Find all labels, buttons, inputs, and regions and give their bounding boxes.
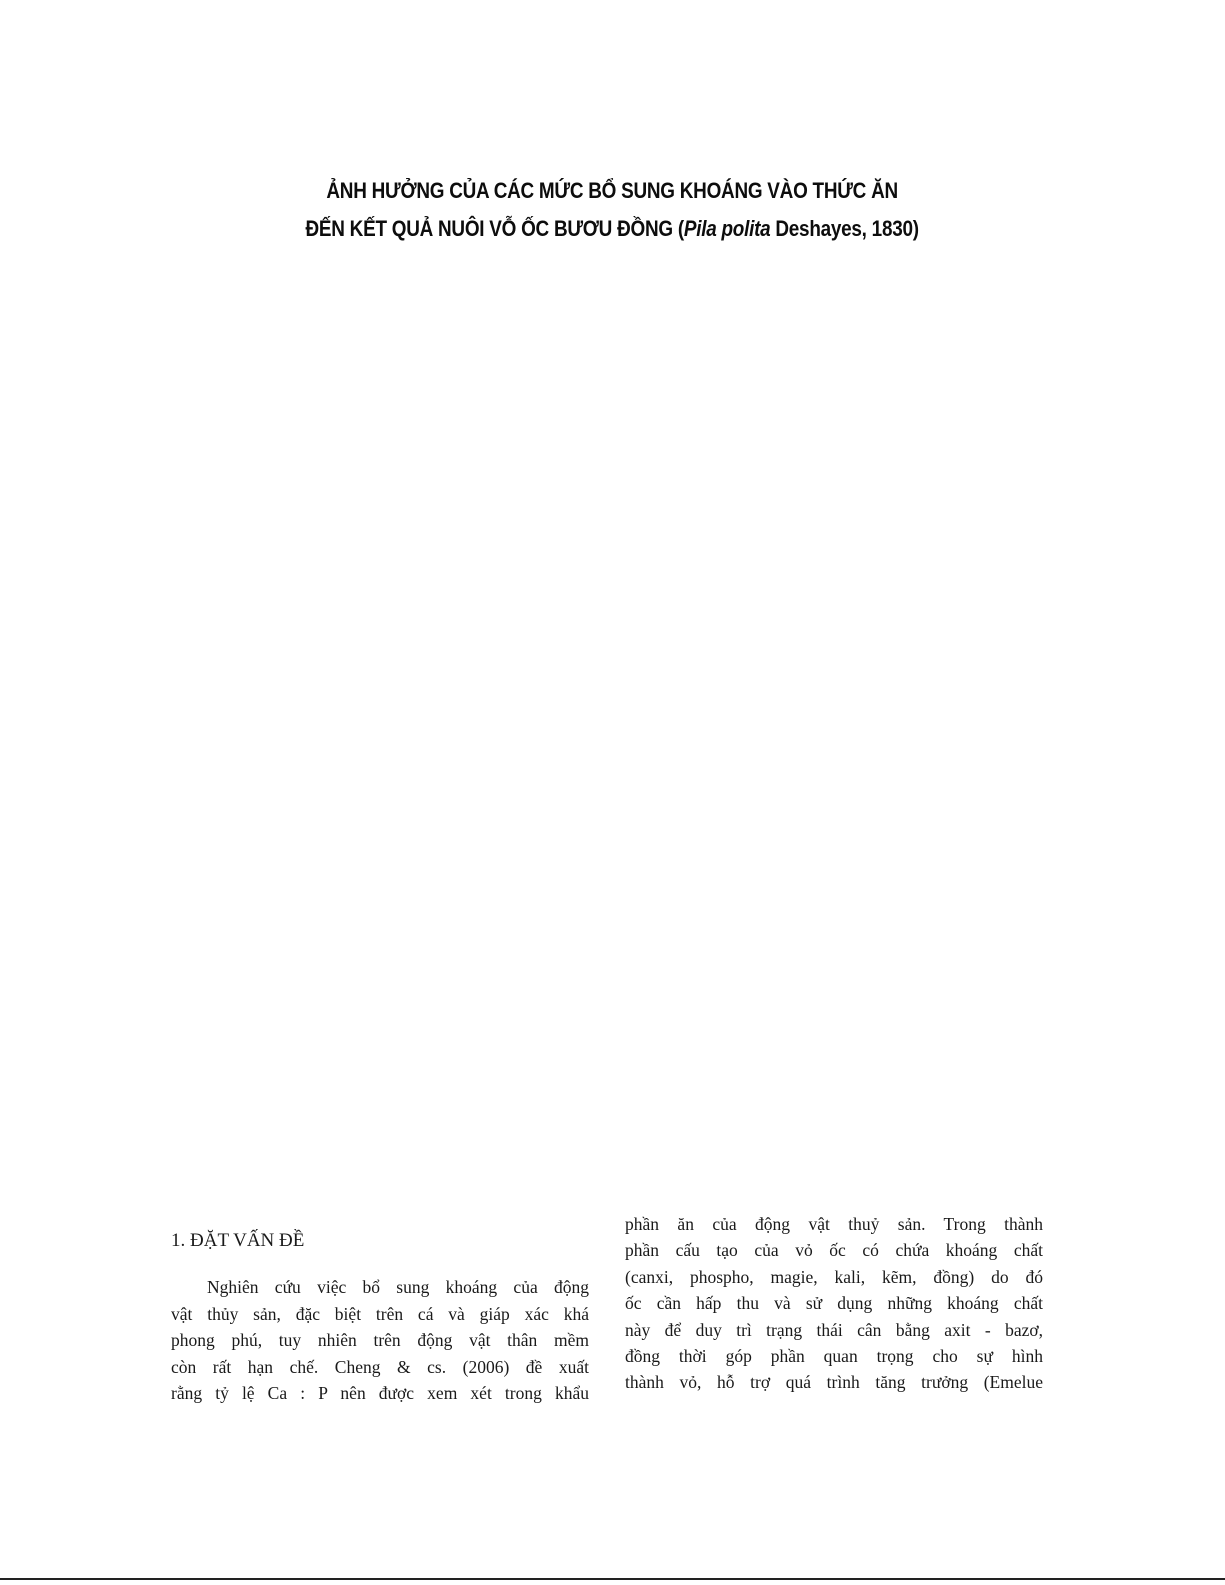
body-line: này để duy trì trạng thái cân bằng axit - bazơ,	[625, 1319, 1043, 1340]
body-line: Nghiên cứu việc bổ sung khoáng của động	[207, 1277, 589, 1298]
body-line: rằng tỷ lệ Ca : P nên được xem xét trong khẩu	[171, 1382, 589, 1403]
species-name: Pila polita	[683, 216, 771, 241]
title-line-2	[85, 210, 1139, 248]
body-line: vật thủy sản, đặc biệt trên cá và giáp xác khá	[171, 1303, 589, 1324]
section-heading: 1. ĐẶT VẤN ĐỀ	[171, 1230, 305, 1251]
body-line: thành vỏ, hỗ trợ quá trình tăng trưởng (Emelue	[625, 1372, 1043, 1393]
paper-title	[85, 172, 1139, 248]
title-line-2-suffix: Deshayes, 1830)	[770, 216, 919, 241]
body-line: (canxi, phospho, magie, kali, kẽm, đồng) do đó	[625, 1266, 1043, 1287]
body-line: phần ăn của động vật thuỷ sản. Trong thành	[625, 1214, 1043, 1234]
body-line: phần cấu tạo của vỏ ốc có chứa khoáng chất	[625, 1240, 1043, 1261]
title-line-1: ẢNH HƯỞNG CỦA CÁC MỨC BỔ SUNG KHOÁNG VÀO THỨC ĂN	[326, 178, 898, 203]
body-line: phong phú, tuy nhiên trên động vật thân mềm	[171, 1330, 589, 1351]
body-line: ốc cần hấp thu và sử dụng những khoáng chất	[625, 1293, 1043, 1314]
left-column	[171, 1224, 589, 1406]
body-line: còn rất hạn chế. Cheng & cs. (2006) đề xuất	[171, 1356, 589, 1377]
page-bottom-rule	[0, 1578, 1225, 1580]
body-line: đồng thời góp phần quan trọng cho sự hình	[625, 1345, 1043, 1366]
right-column	[625, 1211, 1043, 1396]
title-line-2-prefix: ĐẾN KẾT QUẢ NUÔI VỖ ỐC BƯƠU ĐỒNG (	[305, 216, 684, 241]
